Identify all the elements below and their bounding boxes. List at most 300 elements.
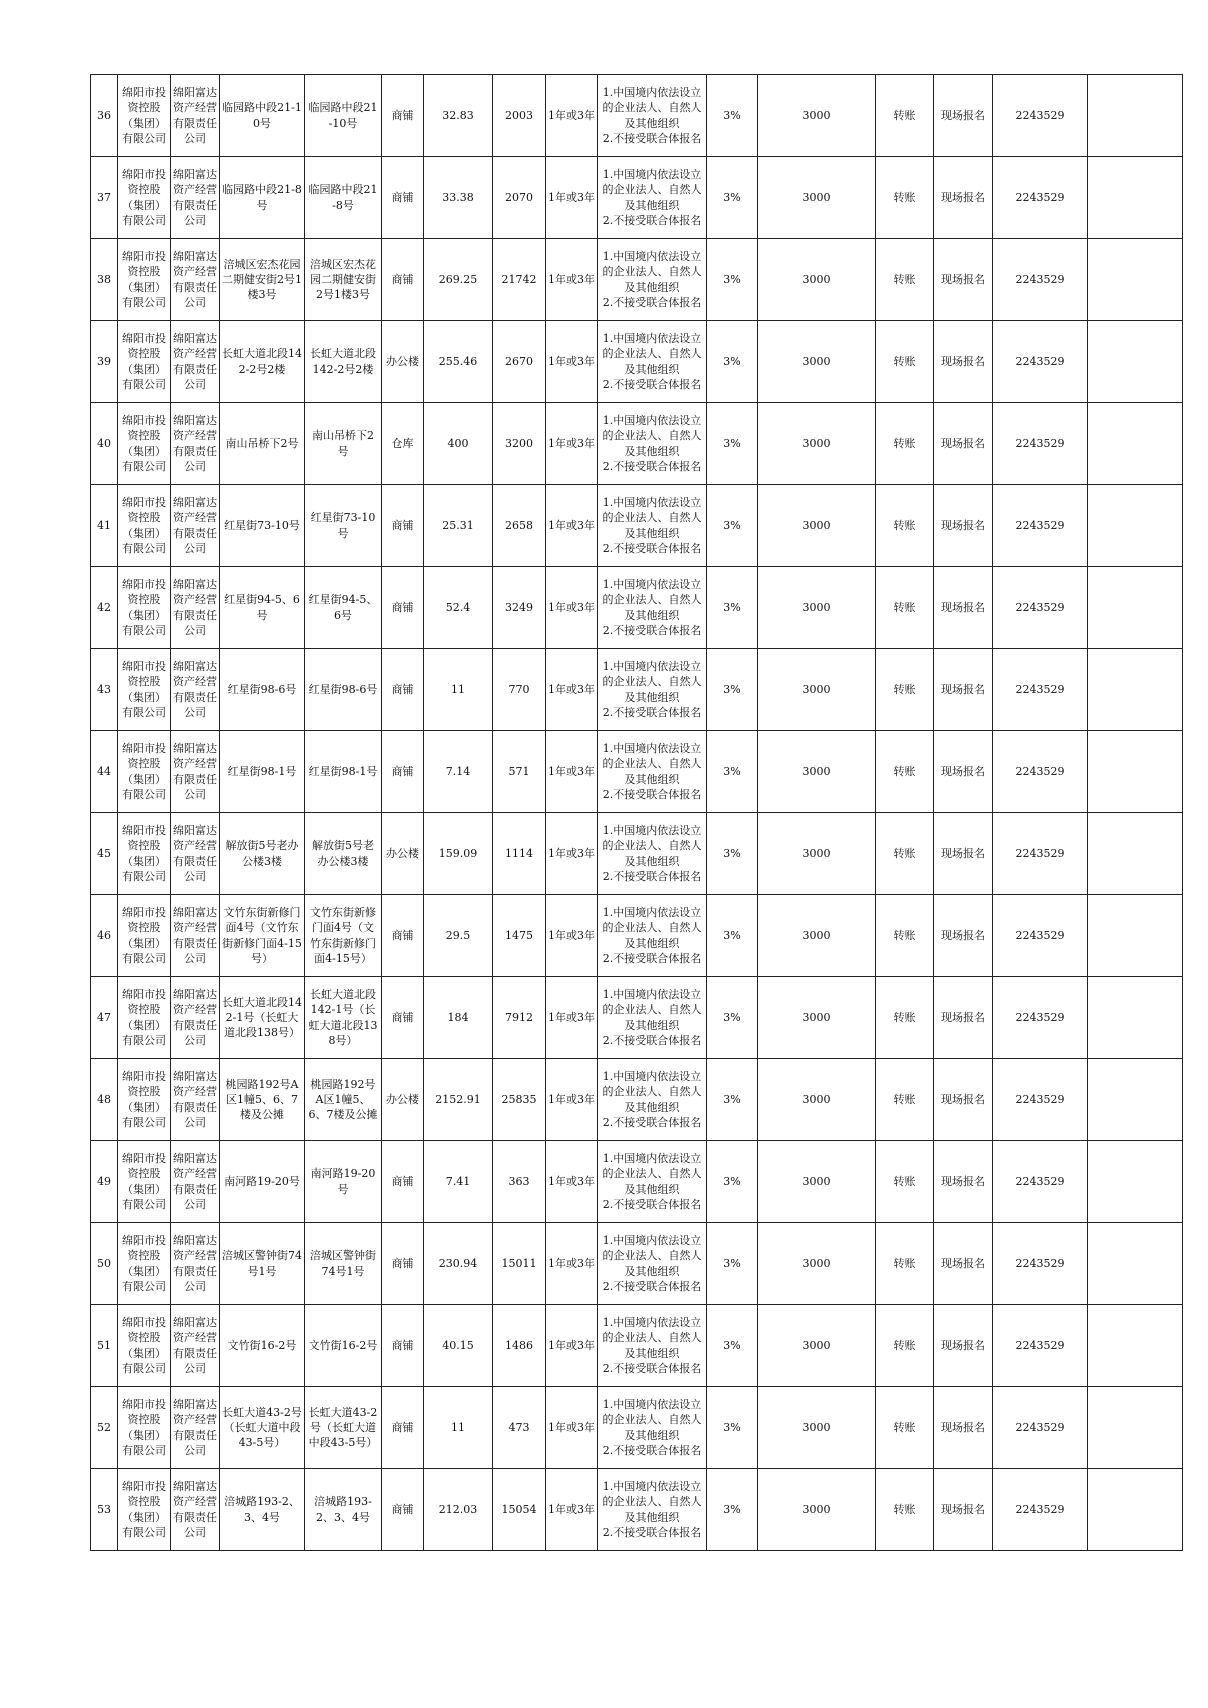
note-cell: [1088, 1059, 1183, 1141]
consortium-requirement: 2.不接受联合体报名: [602, 541, 702, 555]
operator-cell: 绵阳富达资产经营有限责任公司: [171, 157, 220, 239]
increment-cell: 3%: [707, 403, 758, 485]
payment-method-cell: 转账: [876, 1059, 934, 1141]
phone-cell: 2243529: [993, 1305, 1088, 1387]
lease-term-cell: 1年或3年: [546, 239, 598, 321]
eligibility-requirement: 1.中国境内依法设立的企业法人、自然人及其他组织: [602, 987, 702, 1032]
row-number-cell: 51: [91, 1305, 118, 1387]
signup-method-cell: 现场报名: [934, 567, 993, 649]
rent-cell: 7912: [493, 977, 546, 1059]
increment-cell: 3%: [707, 649, 758, 731]
rent-cell: 2670: [493, 321, 546, 403]
owner-cell: 绵阳市投资控股（集团）有限公司: [118, 239, 171, 321]
address-cell: 涪城区警钟街74号1号: [220, 1223, 305, 1305]
area-cell: 29.5: [424, 895, 493, 977]
area-cell: 159.09: [424, 813, 493, 895]
deposit-cell: 3000: [758, 321, 876, 403]
payment-method-cell: 转账: [876, 895, 934, 977]
address-cell: 解放街5号老办公楼3楼: [220, 813, 305, 895]
usage-cell: 商铺: [382, 895, 424, 977]
phone-cell: 2243529: [993, 403, 1088, 485]
note-cell: [1088, 1141, 1183, 1223]
address-cell: 文竹东街新修门面4号（文竹东街新修门面4-15号）: [220, 895, 305, 977]
signup-method-cell: 现场报名: [934, 157, 993, 239]
requirements-cell: [598, 813, 707, 895]
operator-cell: 绵阳富达资产经营有限责任公司: [171, 1141, 220, 1223]
owner-cell: 绵阳市投资控股（集团）有限公司: [118, 977, 171, 1059]
payment-method-cell: 转账: [876, 813, 934, 895]
owner-cell: 绵阳市投资控股（集团）有限公司: [118, 485, 171, 567]
lease-term-cell: 1年或3年: [546, 75, 598, 157]
owner-cell: 绵阳市投资控股（集团）有限公司: [118, 321, 171, 403]
eligibility-requirement: 1.中国境内依法设立的企业法人、自然人及其他组织: [602, 1315, 702, 1360]
requirements-cell: [598, 321, 707, 403]
phone-cell: 2243529: [993, 977, 1088, 1059]
signup-method-cell: 现场报名: [934, 1305, 993, 1387]
phone-cell: 2243529: [993, 239, 1088, 321]
owner-cell: 绵阳市投资控股（集团）有限公司: [118, 1305, 171, 1387]
eligibility-requirement: 1.中国境内依法设立的企业法人、自然人及其他组织: [602, 249, 702, 294]
phone-cell: 2243529: [993, 1141, 1088, 1223]
operator-cell: 绵阳富达资产经营有限责任公司: [171, 75, 220, 157]
asset-table: [90, 74, 1183, 1551]
requirements-cell: [598, 1223, 707, 1305]
row-number-cell: 41: [91, 485, 118, 567]
note-cell: [1088, 567, 1183, 649]
signup-method-cell: 现场报名: [934, 1387, 993, 1469]
table-row: [91, 567, 1183, 649]
address-cell: 文竹街16-2号: [220, 1305, 305, 1387]
table-row: [91, 1305, 1183, 1387]
payment-method-cell: 转账: [876, 1305, 934, 1387]
increment-cell: 3%: [707, 1469, 758, 1551]
operator-cell: 绵阳富达资产经营有限责任公司: [171, 895, 220, 977]
payment-method-cell: 转账: [876, 731, 934, 813]
consortium-requirement: 2.不接受联合体报名: [602, 1279, 702, 1293]
certificate-address-cell: 南山吊桥下2号: [305, 403, 382, 485]
area-cell: 184: [424, 977, 493, 1059]
address-cell: 桃园路192号A区1幢5、6、7楼及公摊: [220, 1059, 305, 1141]
row-number-cell: 47: [91, 977, 118, 1059]
row-number-cell: 42: [91, 567, 118, 649]
table-row: [91, 321, 1183, 403]
increment-cell: 3%: [707, 1141, 758, 1223]
deposit-cell: 3000: [758, 813, 876, 895]
owner-cell: 绵阳市投资控股（集团）有限公司: [118, 1059, 171, 1141]
rent-cell: 1114: [493, 813, 546, 895]
certificate-address-cell: 红星街98-6号: [305, 649, 382, 731]
signup-method-cell: 现场报名: [934, 1059, 993, 1141]
signup-method-cell: 现场报名: [934, 649, 993, 731]
payment-method-cell: 转账: [876, 567, 934, 649]
increment-cell: 3%: [707, 895, 758, 977]
consortium-requirement: 2.不接受联合体报名: [602, 1033, 702, 1047]
operator-cell: 绵阳富达资产经营有限责任公司: [171, 321, 220, 403]
eligibility-requirement: 1.中国境内依法设立的企业法人、自然人及其他组织: [602, 85, 702, 130]
row-number-cell: 36: [91, 75, 118, 157]
area-cell: 230.94: [424, 1223, 493, 1305]
row-number-cell: 39: [91, 321, 118, 403]
signup-method-cell: 现场报名: [934, 977, 993, 1059]
owner-cell: 绵阳市投资控股（集团）有限公司: [118, 1141, 171, 1223]
requirements-cell: [598, 649, 707, 731]
rent-cell: 3249: [493, 567, 546, 649]
lease-term-cell: 1年或3年: [546, 1387, 598, 1469]
usage-cell: 办公楼: [382, 813, 424, 895]
usage-cell: 办公楼: [382, 321, 424, 403]
usage-cell: 商铺: [382, 1387, 424, 1469]
row-number-cell: 50: [91, 1223, 118, 1305]
eligibility-requirement: 1.中国境内依法设立的企业法人、自然人及其他组织: [602, 331, 702, 376]
area-cell: 400: [424, 403, 493, 485]
row-number-cell: 40: [91, 403, 118, 485]
usage-cell: 商铺: [382, 1223, 424, 1305]
payment-method-cell: 转账: [876, 649, 934, 731]
operator-cell: 绵阳富达资产经营有限责任公司: [171, 1469, 220, 1551]
increment-cell: 3%: [707, 1059, 758, 1141]
signup-method-cell: 现场报名: [934, 75, 993, 157]
consortium-requirement: 2.不接受联合体报名: [602, 459, 702, 473]
usage-cell: 商铺: [382, 1305, 424, 1387]
eligibility-requirement: 1.中国境内依法设立的企业法人、自然人及其他组织: [602, 659, 702, 704]
certificate-address-cell: 文竹街16-2号: [305, 1305, 382, 1387]
table-body: [91, 75, 1183, 1551]
owner-cell: 绵阳市投资控股（集团）有限公司: [118, 1469, 171, 1551]
row-number-cell: 37: [91, 157, 118, 239]
deposit-cell: 3000: [758, 157, 876, 239]
certificate-address-cell: 桃园路192号A区1幢5、6、7楼及公摊: [305, 1059, 382, 1141]
rent-cell: 1486: [493, 1305, 546, 1387]
operator-cell: 绵阳富达资产经营有限责任公司: [171, 403, 220, 485]
eligibility-requirement: 1.中国境内依法设立的企业法人、自然人及其他组织: [602, 1479, 702, 1524]
deposit-cell: 3000: [758, 731, 876, 813]
requirements-cell: [598, 485, 707, 567]
certificate-address-cell: 长虹大道43-2号（长虹大道中段43-5号）: [305, 1387, 382, 1469]
rent-cell: 571: [493, 731, 546, 813]
address-cell: 南河路19-20号: [220, 1141, 305, 1223]
rent-cell: 473: [493, 1387, 546, 1469]
requirements-cell: [598, 731, 707, 813]
increment-cell: 3%: [707, 813, 758, 895]
eligibility-requirement: 1.中国境内依法设立的企业法人、自然人及其他组织: [602, 1233, 702, 1278]
certificate-address-cell: 临园路中段21-10号: [305, 75, 382, 157]
table-row: [91, 1141, 1183, 1223]
note-cell: [1088, 731, 1183, 813]
asset-listing-sheet: [90, 74, 1183, 1551]
area-cell: 25.31: [424, 485, 493, 567]
lease-term-cell: 1年或3年: [546, 731, 598, 813]
requirements-cell: [598, 1387, 707, 1469]
owner-cell: 绵阳市投资控股（集团）有限公司: [118, 1223, 171, 1305]
requirements-cell: [598, 1469, 707, 1551]
eligibility-requirement: 1.中国境内依法设立的企业法人、自然人及其他组织: [602, 1151, 702, 1196]
requirements-cell: [598, 1059, 707, 1141]
row-number-cell: 46: [91, 895, 118, 977]
address-cell: 南山吊桥下2号: [220, 403, 305, 485]
rent-cell: 2003: [493, 75, 546, 157]
deposit-cell: 3000: [758, 977, 876, 1059]
table-row: [91, 731, 1183, 813]
payment-method-cell: 转账: [876, 485, 934, 567]
rent-cell: 2070: [493, 157, 546, 239]
area-cell: 7.14: [424, 731, 493, 813]
row-number-cell: 38: [91, 239, 118, 321]
deposit-cell: 3000: [758, 403, 876, 485]
owner-cell: 绵阳市投资控股（集团）有限公司: [118, 731, 171, 813]
increment-cell: 3%: [707, 567, 758, 649]
usage-cell: 商铺: [382, 1469, 424, 1551]
certificate-address-cell: 临园路中段21-8号: [305, 157, 382, 239]
rent-cell: 21742: [493, 239, 546, 321]
phone-cell: 2243529: [993, 321, 1088, 403]
payment-method-cell: 转账: [876, 1387, 934, 1469]
rent-cell: 3200: [493, 403, 546, 485]
operator-cell: 绵阳富达资产经营有限责任公司: [171, 1387, 220, 1469]
usage-cell: 商铺: [382, 567, 424, 649]
row-number-cell: 49: [91, 1141, 118, 1223]
area-cell: 11: [424, 1387, 493, 1469]
operator-cell: 绵阳富达资产经营有限责任公司: [171, 239, 220, 321]
signup-method-cell: 现场报名: [934, 1141, 993, 1223]
certificate-address-cell: 南河路19-20号: [305, 1141, 382, 1223]
eligibility-requirement: 1.中国境内依法设立的企业法人、自然人及其他组织: [602, 905, 702, 950]
note-cell: [1088, 813, 1183, 895]
note-cell: [1088, 403, 1183, 485]
owner-cell: 绵阳市投资控股（集团）有限公司: [118, 649, 171, 731]
address-cell: 涪城区宏杰花园二期健安街2号1楼3号: [220, 239, 305, 321]
owner-cell: 绵阳市投资控股（集团）有限公司: [118, 1387, 171, 1469]
requirements-cell: [598, 403, 707, 485]
deposit-cell: 3000: [758, 239, 876, 321]
note-cell: [1088, 485, 1183, 567]
certificate-address-cell: 红星街73-10号: [305, 485, 382, 567]
deposit-cell: 3000: [758, 1387, 876, 1469]
phone-cell: 2243529: [993, 649, 1088, 731]
phone-cell: 2243529: [993, 75, 1088, 157]
area-cell: 11: [424, 649, 493, 731]
note-cell: [1088, 977, 1183, 1059]
consortium-requirement: 2.不接受联合体报名: [602, 213, 702, 227]
increment-cell: 3%: [707, 485, 758, 567]
row-number-cell: 45: [91, 813, 118, 895]
requirements-cell: [598, 977, 707, 1059]
area-cell: 52.4: [424, 567, 493, 649]
signup-method-cell: 现场报名: [934, 403, 993, 485]
owner-cell: 绵阳市投资控股（集团）有限公司: [118, 403, 171, 485]
signup-method-cell: 现场报名: [934, 239, 993, 321]
note-cell: [1088, 895, 1183, 977]
table-row: [91, 75, 1183, 157]
payment-method-cell: 转账: [876, 321, 934, 403]
lease-term-cell: 1年或3年: [546, 977, 598, 1059]
address-cell: 红星街94-5、6号: [220, 567, 305, 649]
table-row: [91, 1387, 1183, 1469]
deposit-cell: 3000: [758, 895, 876, 977]
lease-term-cell: 1年或3年: [546, 1223, 598, 1305]
phone-cell: 2243529: [993, 813, 1088, 895]
row-number-cell: 52: [91, 1387, 118, 1469]
lease-term-cell: 1年或3年: [546, 813, 598, 895]
note-cell: [1088, 649, 1183, 731]
rent-cell: 25835: [493, 1059, 546, 1141]
row-number-cell: 43: [91, 649, 118, 731]
operator-cell: 绵阳富达资产经营有限责任公司: [171, 1059, 220, 1141]
consortium-requirement: 2.不接受联合体报名: [602, 1115, 702, 1129]
payment-method-cell: 转账: [876, 977, 934, 1059]
operator-cell: 绵阳富达资产经营有限责任公司: [171, 1305, 220, 1387]
rent-cell: 363: [493, 1141, 546, 1223]
deposit-cell: 3000: [758, 75, 876, 157]
consortium-requirement: 2.不接受联合体报名: [602, 787, 702, 801]
deposit-cell: 3000: [758, 1059, 876, 1141]
usage-cell: 商铺: [382, 239, 424, 321]
payment-method-cell: 转账: [876, 75, 934, 157]
note-cell: [1088, 1223, 1183, 1305]
address-cell: 红星街98-1号: [220, 731, 305, 813]
lease-term-cell: 1年或3年: [546, 1469, 598, 1551]
eligibility-requirement: 1.中国境内依法设立的企业法人、自然人及其他组织: [602, 495, 702, 540]
owner-cell: 绵阳市投资控股（集团）有限公司: [118, 813, 171, 895]
usage-cell: 办公楼: [382, 1059, 424, 1141]
consortium-requirement: 2.不接受联合体报名: [602, 705, 702, 719]
lease-term-cell: 1年或3年: [546, 157, 598, 239]
eligibility-requirement: 1.中国境内依法设立的企业法人、自然人及其他组织: [602, 741, 702, 786]
increment-cell: 3%: [707, 977, 758, 1059]
area-cell: 212.03: [424, 1469, 493, 1551]
payment-method-cell: 转账: [876, 1223, 934, 1305]
table-row: [91, 1059, 1183, 1141]
requirements-cell: [598, 1305, 707, 1387]
certificate-address-cell: 长虹大道北段142-1号（长虹大道北段138号）: [305, 977, 382, 1059]
deposit-cell: 3000: [758, 1305, 876, 1387]
certificate-address-cell: 涪城区警钟街74号1号: [305, 1223, 382, 1305]
owner-cell: 绵阳市投资控股（集团）有限公司: [118, 567, 171, 649]
certificate-address-cell: 红星街98-1号: [305, 731, 382, 813]
lease-term-cell: 1年或3年: [546, 1141, 598, 1223]
row-number-cell: 44: [91, 731, 118, 813]
lease-term-cell: 1年或3年: [546, 567, 598, 649]
certificate-address-cell: 长虹大道北段142-2号2楼: [305, 321, 382, 403]
phone-cell: 2243529: [993, 567, 1088, 649]
owner-cell: 绵阳市投资控股（集团）有限公司: [118, 75, 171, 157]
phone-cell: 2243529: [993, 485, 1088, 567]
signup-method-cell: 现场报名: [934, 321, 993, 403]
row-number-cell: 53: [91, 1469, 118, 1551]
note-cell: [1088, 239, 1183, 321]
table-row: [91, 649, 1183, 731]
increment-cell: 3%: [707, 1223, 758, 1305]
eligibility-requirement: 1.中国境内依法设立的企业法人、自然人及其他组织: [602, 1397, 702, 1442]
consortium-requirement: 2.不接受联合体报名: [602, 1525, 702, 1539]
payment-method-cell: 转账: [876, 403, 934, 485]
note-cell: [1088, 1469, 1183, 1551]
rent-cell: 2658: [493, 485, 546, 567]
consortium-requirement: 2.不接受联合体报名: [602, 869, 702, 883]
phone-cell: 2243529: [993, 1387, 1088, 1469]
payment-method-cell: 转账: [876, 1469, 934, 1551]
table-row: [91, 977, 1183, 1059]
table-row: [91, 895, 1183, 977]
address-cell: 涪城路193-2、3、4号: [220, 1469, 305, 1551]
table-row: [91, 403, 1183, 485]
increment-cell: 3%: [707, 731, 758, 813]
address-cell: 红星街98-6号: [220, 649, 305, 731]
signup-method-cell: 现场报名: [934, 1469, 993, 1551]
requirements-cell: [598, 157, 707, 239]
signup-method-cell: 现场报名: [934, 813, 993, 895]
consortium-requirement: 2.不接受联合体报名: [602, 1361, 702, 1375]
deposit-cell: 3000: [758, 649, 876, 731]
deposit-cell: 3000: [758, 1141, 876, 1223]
lease-term-cell: 1年或3年: [546, 403, 598, 485]
payment-method-cell: 转账: [876, 239, 934, 321]
increment-cell: 3%: [707, 157, 758, 239]
table-row: [91, 1223, 1183, 1305]
usage-cell: 商铺: [382, 485, 424, 567]
lease-term-cell: 1年或3年: [546, 895, 598, 977]
increment-cell: 3%: [707, 1387, 758, 1469]
eligibility-requirement: 1.中国境内依法设立的企业法人、自然人及其他组织: [602, 577, 702, 622]
certificate-address-cell: 文竹东街新修门面4号（文竹东街新修门面4-15号）: [305, 895, 382, 977]
requirements-cell: [598, 239, 707, 321]
area-cell: 33.38: [424, 157, 493, 239]
owner-cell: 绵阳市投资控股（集团）有限公司: [118, 895, 171, 977]
address-cell: 红星街73-10号: [220, 485, 305, 567]
usage-cell: 商铺: [382, 1141, 424, 1223]
deposit-cell: 3000: [758, 485, 876, 567]
consortium-requirement: 2.不接受联合体报名: [602, 1443, 702, 1457]
certificate-address-cell: 红星街94-5、6号: [305, 567, 382, 649]
operator-cell: 绵阳富达资产经营有限责任公司: [171, 649, 220, 731]
row-number-cell: 48: [91, 1059, 118, 1141]
table-row: [91, 239, 1183, 321]
increment-cell: 3%: [707, 75, 758, 157]
rent-cell: 15011: [493, 1223, 546, 1305]
address-cell: 长虹大道北段142-1号（长虹大道北段138号）: [220, 977, 305, 1059]
operator-cell: 绵阳富达资产经营有限责任公司: [171, 485, 220, 567]
rent-cell: 770: [493, 649, 546, 731]
usage-cell: 商铺: [382, 157, 424, 239]
note-cell: [1088, 157, 1183, 239]
lease-term-cell: 1年或3年: [546, 1059, 598, 1141]
operator-cell: 绵阳富达资产经营有限责任公司: [171, 731, 220, 813]
phone-cell: 2243529: [993, 157, 1088, 239]
area-cell: 269.25: [424, 239, 493, 321]
operator-cell: 绵阳富达资产经营有限责任公司: [171, 1223, 220, 1305]
note-cell: [1088, 1387, 1183, 1469]
signup-method-cell: 现场报名: [934, 1223, 993, 1305]
certificate-address-cell: 涪城路193-2、3、4号: [305, 1469, 382, 1551]
usage-cell: 商铺: [382, 977, 424, 1059]
eligibility-requirement: 1.中国境内依法设立的企业法人、自然人及其他组织: [602, 1069, 702, 1114]
table-row: [91, 1469, 1183, 1551]
usage-cell: 商铺: [382, 649, 424, 731]
consortium-requirement: 2.不接受联合体报名: [602, 377, 702, 391]
lease-term-cell: 1年或3年: [546, 485, 598, 567]
consortium-requirement: 2.不接受联合体报名: [602, 1197, 702, 1211]
deposit-cell: 3000: [758, 1469, 876, 1551]
increment-cell: 3%: [707, 321, 758, 403]
phone-cell: 2243529: [993, 1223, 1088, 1305]
rent-cell: 15054: [493, 1469, 546, 1551]
eligibility-requirement: 1.中国境内依法设立的企业法人、自然人及其他组织: [602, 413, 702, 458]
deposit-cell: 3000: [758, 567, 876, 649]
address-cell: 长虹大道43-2号（长虹大道中段43-5号）: [220, 1387, 305, 1469]
area-cell: 32.83: [424, 75, 493, 157]
increment-cell: 3%: [707, 1305, 758, 1387]
rent-cell: 1475: [493, 895, 546, 977]
signup-method-cell: 现场报名: [934, 895, 993, 977]
